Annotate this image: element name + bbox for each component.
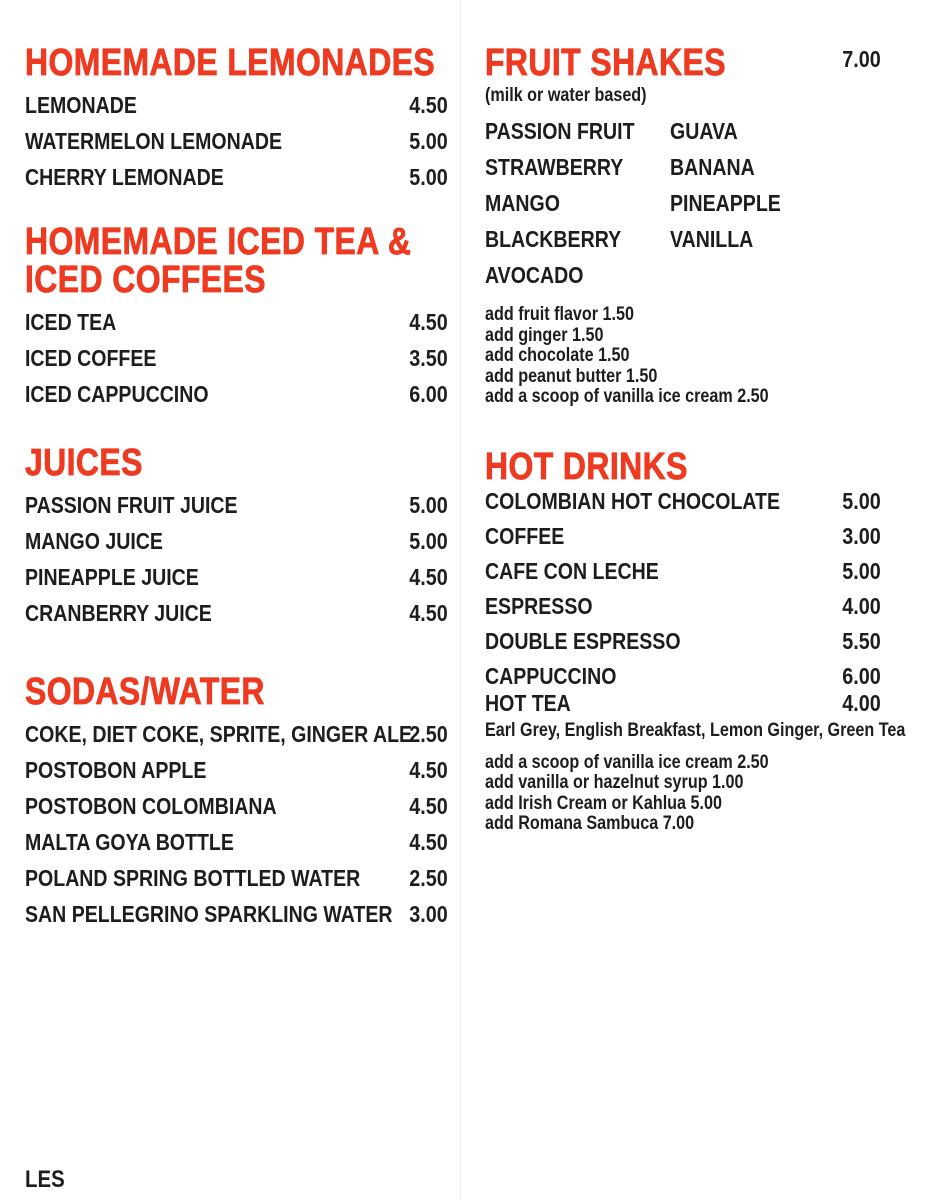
menu-item-row <box>25 494 448 517</box>
item-name: ICED TEA <box>25 309 117 335</box>
menu-item-row <box>25 903 448 926</box>
flavor-column-1 <box>485 120 670 300</box>
menu-item-row <box>485 487 881 514</box>
menu-item-row <box>25 566 448 589</box>
flavor-item: STRAWBERRY <box>485 154 624 180</box>
addon-line: add chocolate 1.50 <box>485 345 630 366</box>
section-hot-drinks <box>485 445 906 835</box>
item-price: 5.00 <box>842 487 881 514</box>
item-name: PINEAPPLE JUICE <box>25 564 199 590</box>
addon-line: add a scoop of vanilla ice cream 2.50 <box>485 386 769 407</box>
item-name: HOT TEA <box>485 689 571 716</box>
item-name: SAN PELLEGRINO SPARKLING WATER <box>25 901 393 927</box>
item-name: COFFEE <box>485 522 565 549</box>
menu-item-row <box>25 166 448 189</box>
menu-item-row <box>25 831 448 854</box>
item-price: 5.00 <box>842 557 881 584</box>
section-fruit-shakes <box>485 44 881 408</box>
item-price: 4.50 <box>409 757 448 783</box>
item-price: 2.50 <box>409 721 448 747</box>
flavor-item: MANGO <box>485 190 560 216</box>
flavor-column-2 <box>670 120 881 300</box>
item-price: 3.00 <box>842 522 881 549</box>
addon-line: add fruit flavor 1.50 <box>485 304 634 325</box>
column-divider <box>460 0 461 1200</box>
flavor-grid <box>485 120 881 300</box>
item-price: 4.50 <box>409 600 448 626</box>
section-items <box>25 723 448 926</box>
item-price: 4.50 <box>409 564 448 590</box>
item-price: 4.50 <box>409 829 448 855</box>
section-homemade-lemonades <box>25 44 448 189</box>
section-title: SODAS/WATER <box>25 671 265 713</box>
item-price: 5.50 <box>842 627 881 654</box>
section-sodas-water <box>25 673 448 926</box>
section-title: HOT DRINKS <box>485 445 688 488</box>
menu-item-row <box>485 557 881 584</box>
menu-item-row <box>485 592 881 619</box>
menu-item-row <box>485 627 881 654</box>
item-price: 5.00 <box>409 164 448 190</box>
flavor-item: VANILLA <box>670 226 754 252</box>
item-price: 6.00 <box>842 662 881 689</box>
addon-line: add a scoop of vanilla ice cream 2.50 <box>485 751 769 773</box>
item-price: 4.50 <box>409 92 448 118</box>
section-price: 7.00 <box>842 46 881 72</box>
menu-item-row <box>25 311 448 334</box>
left-column <box>25 0 448 939</box>
item-name: CHERRY LEMONADE <box>25 164 224 190</box>
item-name: CRANBERRY JUICE <box>25 600 212 626</box>
menu-item-row <box>485 689 881 716</box>
menu-item-row <box>485 522 881 549</box>
item-name: CAFE CON LECHE <box>485 557 659 584</box>
fruit-shake-addons <box>485 305 881 408</box>
menu-item-row <box>25 347 448 370</box>
item-name: DOUBLE ESPRESSO <box>485 627 681 654</box>
menu-item-row <box>25 759 448 782</box>
footer-mark: LES <box>25 1166 65 1193</box>
menu-item-row <box>25 602 448 625</box>
item-price: 4.00 <box>842 592 881 619</box>
section-title: HOMEMADE LEMONADES <box>25 42 436 84</box>
item-price: 5.00 <box>409 128 448 154</box>
flavor-item: PINEAPPLE <box>670 190 781 216</box>
menu-item-row <box>25 723 448 746</box>
item-price: 5.00 <box>409 492 448 518</box>
item-price: 2.50 <box>409 865 448 891</box>
item-price: 4.50 <box>409 793 448 819</box>
item-price: 3.50 <box>409 345 448 371</box>
tea-varieties: Earl Grey, English Breakfast, Lemon Ginger, Green Tea <box>485 719 906 741</box>
item-name: LEMONADE <box>25 92 137 118</box>
section-items <box>25 494 448 625</box>
item-name: ICED CAPPUCCINO <box>25 381 209 407</box>
item-price: 3.00 <box>409 901 448 927</box>
menu-item-row <box>25 383 448 406</box>
item-name: POSTOBON APPLE <box>25 757 207 783</box>
flavor-item: GUAVA <box>670 118 738 144</box>
flavor-item: BLACKBERRY <box>485 226 622 252</box>
flavor-item: BANANA <box>670 154 755 180</box>
section-title: JUICES <box>25 442 143 484</box>
item-name: POSTOBON COLOMBIANA <box>25 793 277 819</box>
item-name: WATERMELON LEMONADE <box>25 128 283 154</box>
item-name: ESPRESSO <box>485 592 593 619</box>
flavor-item: AVOCADO <box>485 262 584 288</box>
item-name: COLOMBIAN HOT CHOCOLATE <box>485 487 781 514</box>
item-price: 6.00 <box>409 381 448 407</box>
menu-item-row <box>25 530 448 553</box>
addon-line: add peanut butter 1.50 <box>485 365 658 387</box>
addon-line: add Romana Sambuca 7.00 <box>485 813 695 834</box>
section-items <box>25 311 448 406</box>
addon-line: add vanilla or hazelnut syrup 1.00 <box>485 772 744 793</box>
menu-item-row <box>25 130 448 153</box>
menu-item-row <box>25 867 448 890</box>
menu-item-row <box>25 94 448 117</box>
item-name: CAPPUCCINO <box>485 662 617 689</box>
flavor-item: PASSION FRUIT <box>485 118 635 144</box>
item-price: 4.00 <box>842 689 881 716</box>
section-items <box>485 487 881 716</box>
section-items <box>25 94 448 189</box>
item-name: PASSION FRUIT JUICE <box>25 492 238 518</box>
addon-line: add Irish Cream or Kahlua 5.00 <box>485 792 722 814</box>
item-name: MALTA GOYA BOTTLE <box>25 829 234 855</box>
section-iced-tea-coffees <box>25 223 448 406</box>
section-subtitle: (milk or water based) <box>485 85 647 106</box>
section-juices <box>25 444 448 625</box>
item-price: 5.00 <box>409 528 448 554</box>
item-name: MANGO JUICE <box>25 528 163 554</box>
section-title: FRUIT SHAKES <box>485 42 726 84</box>
item-name: COKE, DIET COKE, SPRITE, GINGER ALE <box>25 721 413 747</box>
item-name: ICED COFFEE <box>25 345 157 371</box>
item-name: POLAND SPRING BOTTLED WATER <box>25 865 361 891</box>
right-column <box>485 0 906 835</box>
section-title: HOMEMADE ICED TEA & ICED COFFEES <box>25 221 412 301</box>
addon-line: add ginger 1.50 <box>485 324 604 346</box>
menu-item-row <box>25 795 448 818</box>
item-price: 4.50 <box>409 309 448 335</box>
hot-drink-addons <box>485 753 881 835</box>
menu-item-row <box>485 662 881 689</box>
